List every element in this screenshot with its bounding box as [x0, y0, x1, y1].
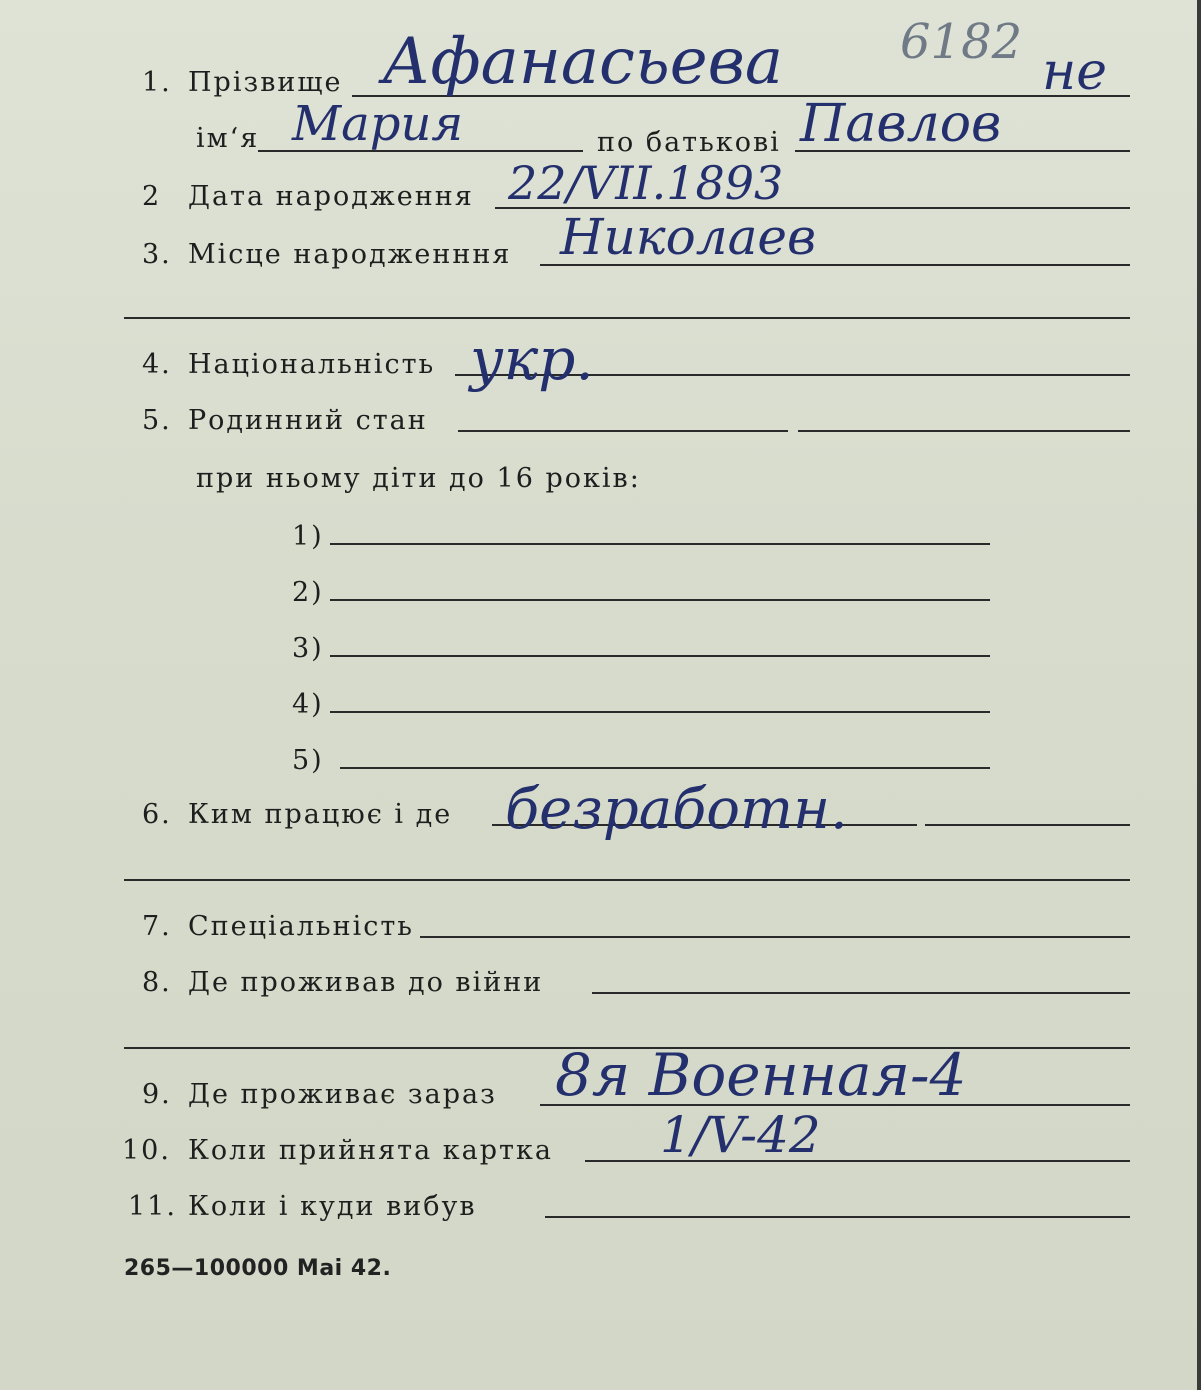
birth-place-label: Місце народженння — [188, 239, 512, 270]
current-residence-label: Де проживає зараз — [188, 1079, 497, 1110]
patronymic-label: по батькові — [597, 127, 781, 158]
field-number: 11. — [128, 1191, 177, 1222]
speciality-label: Спеціальність — [188, 911, 414, 942]
divider-line — [124, 879, 1130, 881]
card-edge — [1197, 0, 1201, 1390]
surname-value: Афанасьева — [382, 25, 783, 99]
child-number: 3) — [292, 633, 324, 664]
first-name-value: Мария — [292, 96, 464, 152]
first-name-label: ім‘я — [196, 123, 260, 154]
occupation-label: Ким працює і де — [188, 799, 453, 830]
child-line — [330, 655, 990, 657]
departed-label: Коли і куди вибув — [188, 1191, 477, 1222]
print-code: 265—100000 Mai 42. — [124, 1256, 392, 1281]
child-line — [330, 543, 990, 545]
patronymic-value: Павлов — [800, 94, 1002, 154]
marital-status-line-1 — [458, 430, 788, 432]
field-number: 1. — [142, 67, 172, 98]
child-line — [340, 767, 990, 769]
child-line — [330, 599, 990, 601]
card-accepted-value: 1/V-42 — [660, 1106, 821, 1164]
prewar-residence-label: Де проживав до війни — [188, 967, 544, 998]
field-number: 6. — [142, 799, 172, 830]
field-number: 10. — [122, 1135, 171, 1166]
marital-status-line-2 — [798, 430, 1130, 432]
card-accepted-label: Коли прийнята картка — [188, 1135, 553, 1166]
surname-label: Прізвище — [188, 67, 343, 98]
nationality-value: укр. — [470, 325, 594, 393]
marital-status-label: Родинний стан — [188, 405, 428, 436]
nationality-label: Національність — [188, 349, 436, 380]
occupation-line-2 — [925, 824, 1130, 826]
child-number: 4) — [292, 689, 324, 720]
child-number: 2) — [292, 577, 324, 608]
birth-date-label: Дата народження — [188, 181, 474, 212]
field-number: 4. — [142, 349, 172, 380]
surname-suffix: не — [1042, 42, 1108, 102]
field-number: 9. — [142, 1079, 172, 1110]
field-number: 7. — [142, 911, 172, 942]
occupation-value: безработн. — [505, 777, 848, 842]
divider-line — [124, 317, 1130, 319]
departed-line — [545, 1216, 1130, 1218]
birth-date-value: 22/VII.1893 — [508, 156, 784, 210]
field-number: 2 — [142, 181, 162, 212]
speciality-line — [420, 936, 1130, 938]
current-residence-value: 8я Военная-4 — [555, 1041, 967, 1109]
field-number: 8. — [142, 967, 172, 998]
field-number: 3. — [142, 239, 172, 270]
child-line — [330, 711, 990, 713]
child-number: 5) — [292, 745, 324, 776]
birth-place-value: Николаев — [560, 208, 817, 266]
prewar-residence-line — [592, 992, 1130, 994]
children-label: при ньому діти до 16 років: — [196, 463, 641, 494]
child-number: 1) — [292, 521, 324, 552]
field-number: 5. — [142, 405, 172, 436]
pencil-number-note: 6182 — [900, 14, 1023, 70]
